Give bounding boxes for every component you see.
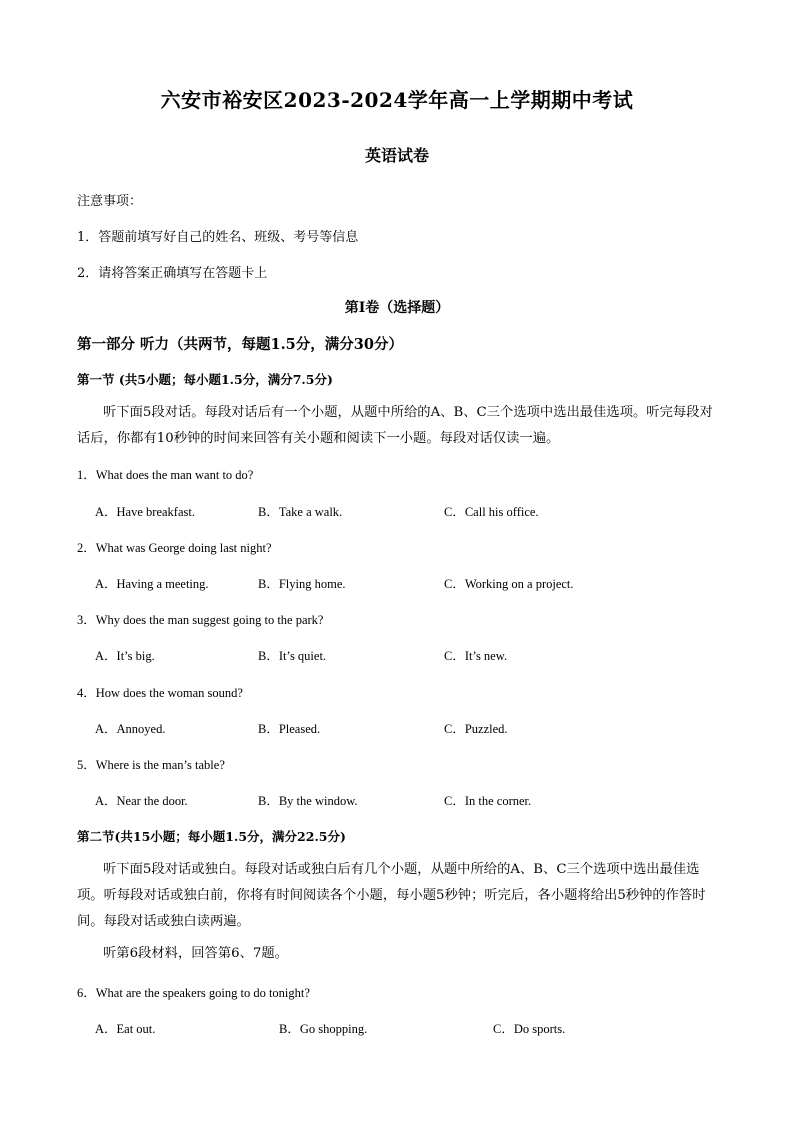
section1-instructions: 听下面5段对话。每段对话后有一个小题，从题中所给的A、B、C三个选项中选出最佳选项。听完每段对话后，你都有10秒钟的时间来回答有关小题和阅读下一小题。每段对话仅读一遍。 [77, 405, 713, 446]
notes-heading: 注意事项： [77, 194, 143, 209]
volume-title: 第I卷（选择题） [344, 300, 450, 316]
q5-option-a: A．Near the door. [95, 794, 188, 808]
q1-option-c: C．Call his office. [444, 505, 539, 519]
question-6: 6．What are the speakers going to do tonight? [77, 986, 310, 1000]
q2-option-b: B．Flying home. [258, 577, 346, 591]
question-1: 1．What does the man want to do? [77, 468, 254, 482]
q4-option-c: C．Puzzled. [444, 722, 508, 736]
part1-heading: 第一部分 听力（共两节，每题1.5分，满分30分） [77, 336, 403, 353]
question-5: 5．Where is the man’s table? [77, 758, 225, 772]
q4-option-b: B．Pleased. [258, 722, 321, 736]
exam-subtitle: 英语试卷 [364, 146, 429, 165]
section1-heading: 第一节 (共5小题；每小题1.5分，满分7.5分) [77, 372, 333, 387]
q3-option-c: C．It’s new. [444, 649, 508, 663]
q2-option-c: C．Working on a project. [444, 577, 574, 591]
section2-heading: 第二节(共15小题；每小题1.5分，满分22.5分) [77, 829, 346, 844]
q6-option-a: A．Eat out. [95, 1022, 156, 1036]
notes-item-1: 1．答题前填写好自己的姓名、班级、考号等信息 [77, 230, 359, 245]
exam-title: 六安市裕安区2023-2024学年高一上学期期中考试 [160, 88, 634, 112]
q2-option-a: A．Having a meeting. [95, 577, 209, 591]
q5-option-c: C．In the corner. [444, 794, 532, 808]
section2-instructions: 听下面5段对话或独白。每段对话或独白后有几个小题，从题中所给的A、B、C三个选项中选出最佳选项。听每段对话或独白前，你将有时间阅读各个小题，每小题5秒钟；听完后，各小题将给出5秒钟的作答时间。每段对话或独白读两遍。 [77, 862, 706, 929]
q6-option-b: B．Go shopping. [279, 1022, 368, 1036]
q5-option-b: B．By the window. [258, 794, 358, 808]
section2-sub-instruction: 听第6段材料，回答第6、7题。 [103, 946, 288, 961]
notes-item-2: 2．请将答案正确填写在答题卡上 [77, 266, 268, 281]
q6-option-c: C．Do sports. [493, 1022, 566, 1036]
q1-option-b: B．Take a walk. [258, 505, 343, 519]
question-2: 2．What was George doing last night? [77, 541, 272, 555]
question-3: 3．Why does the man suggest going to the park? [77, 613, 324, 627]
q1-option-a: A．Have breakfast. [95, 505, 195, 519]
q4-option-a: A．Annoyed. [95, 722, 166, 736]
q3-option-b: B．It’s quiet. [258, 649, 327, 663]
q3-option-a: A．It’s big. [95, 649, 155, 663]
question-4: 4．How does the woman sound? [77, 686, 243, 700]
